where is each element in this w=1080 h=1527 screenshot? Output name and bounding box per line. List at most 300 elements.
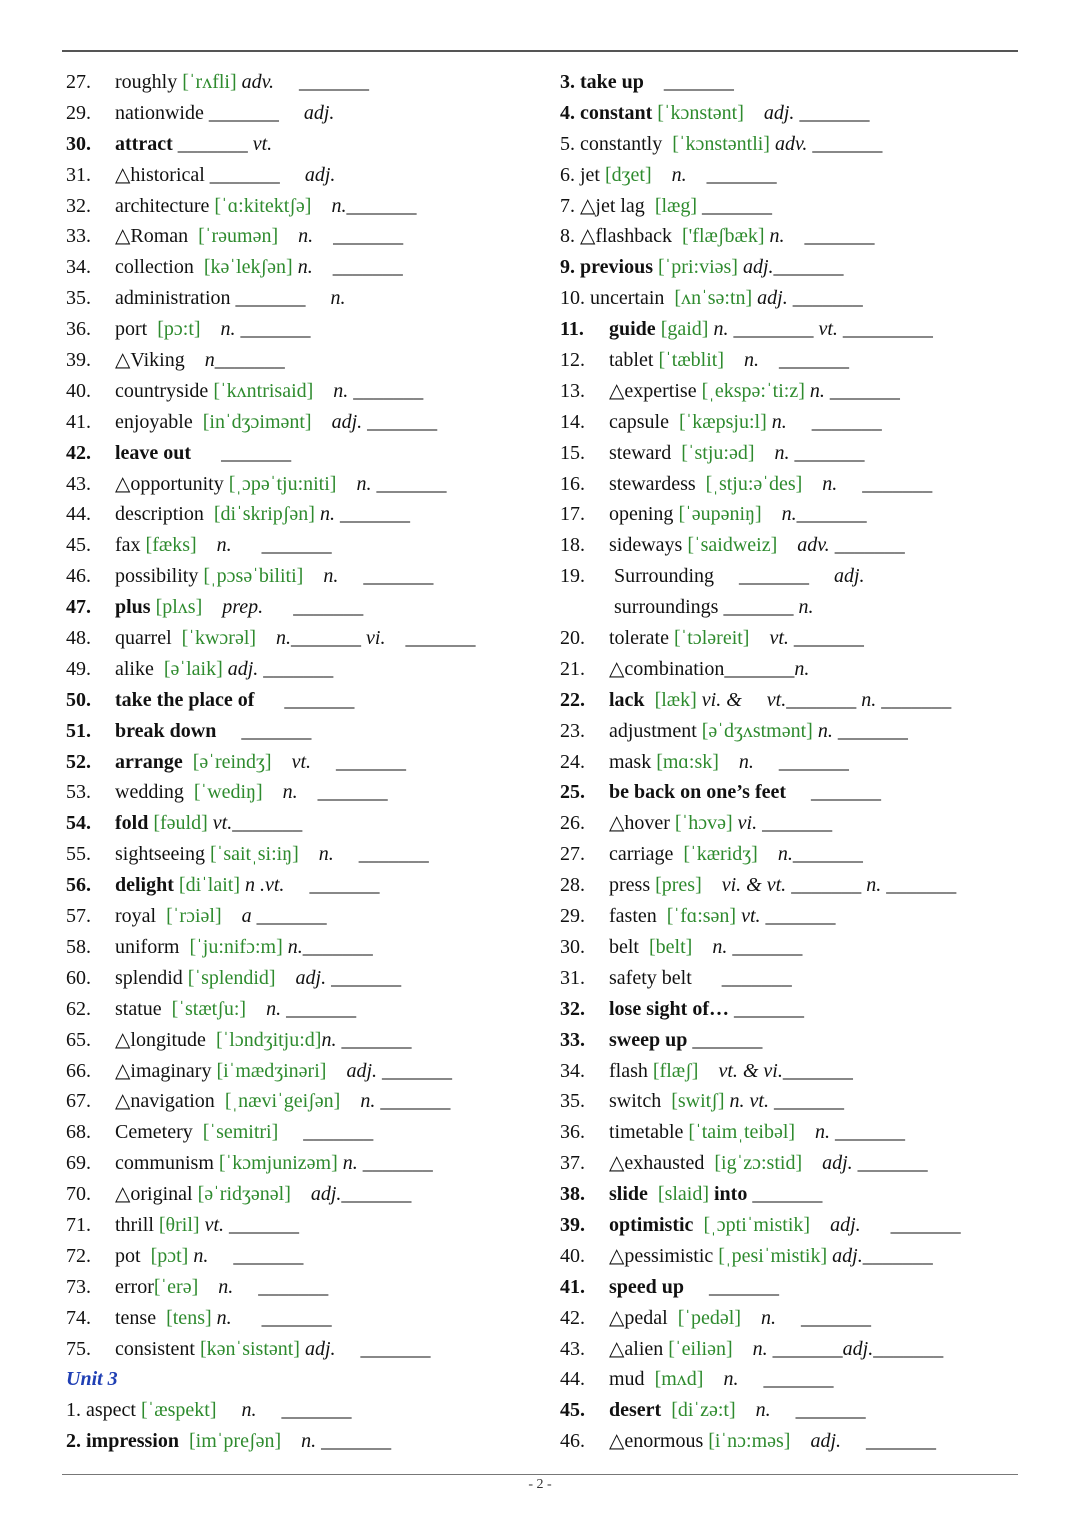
part-of-speech: adj. xyxy=(830,1213,861,1236)
phonetic: [ˈhɔvə] xyxy=(674,812,733,835)
phonetic: [əˈdʒʌstmənt] xyxy=(701,719,813,742)
entry-text: _______ xyxy=(784,225,875,248)
entry-number: 40. xyxy=(560,1244,585,1267)
vocab-entry xyxy=(66,1179,536,1210)
part-of-speech: n. xyxy=(774,441,790,464)
entry-text: tense xyxy=(115,1306,167,1329)
phonetic: [switʃ] xyxy=(671,1090,725,1113)
phonetic: [ˌpesiˈmistik] xyxy=(718,1244,828,1267)
entry-number: 57. xyxy=(66,905,91,928)
entry-number: 34. xyxy=(66,256,91,279)
part-of-speech: n. xyxy=(861,688,877,711)
entry-text: △hover xyxy=(609,812,675,835)
part-of-speech: adj. xyxy=(822,1152,853,1175)
entry-text: timetable xyxy=(609,1121,689,1144)
entry-text xyxy=(777,534,797,556)
headword: plus xyxy=(115,596,151,619)
entry-content xyxy=(66,1364,118,1395)
entry-text xyxy=(719,751,739,773)
part-of-speech: adj. xyxy=(810,1430,842,1453)
vocab-entry xyxy=(560,839,1030,870)
entry-content xyxy=(609,1025,762,1056)
vocab-entry xyxy=(66,1303,536,1334)
entry-text xyxy=(313,380,333,402)
phonetic: [θril] xyxy=(158,1213,200,1236)
entry-text: _______ xyxy=(873,1337,944,1360)
entry-content xyxy=(609,901,836,932)
phonetic: [imˈpreʃən] xyxy=(188,1430,282,1453)
phonetic: [plʌs] xyxy=(155,596,203,619)
entry-number: 25. xyxy=(560,781,585,804)
entry-content xyxy=(115,376,423,407)
entry-content xyxy=(115,592,363,623)
entry-text: _______ xyxy=(757,812,833,835)
phonetic: [ˈɑ:kitektʃə] xyxy=(214,194,312,217)
entry-content xyxy=(115,1303,332,1334)
vocab-entry xyxy=(560,314,1030,345)
vocab-entry xyxy=(560,654,1030,685)
phonetic: [ˈerə] xyxy=(153,1275,199,1298)
entry-text xyxy=(312,411,332,433)
entry-content xyxy=(115,1025,411,1056)
part-of-speech: n. xyxy=(216,534,232,557)
entry-content xyxy=(115,623,475,654)
entry-number: 66. xyxy=(66,1059,91,1082)
phonetic: [pɔ:t] xyxy=(157,318,201,341)
headword: be back on one’s feet xyxy=(609,781,787,804)
phonetic: [əˈridʒənəl] xyxy=(197,1183,291,1206)
vocab-entry xyxy=(66,1426,536,1457)
entry-text: _______ xyxy=(786,874,867,897)
entry-content xyxy=(115,901,327,932)
vocab-entry xyxy=(66,654,536,685)
entry-text: roughly xyxy=(115,71,183,93)
phonetic: [kəˈlekʃən] xyxy=(203,256,293,279)
entry-text: error xyxy=(115,1275,154,1298)
entry-text xyxy=(340,1090,360,1112)
phonetic: [ˈstætʃu:] xyxy=(171,997,247,1020)
vocab-entry xyxy=(66,592,536,623)
headword: previous xyxy=(580,256,653,279)
part-of-speech: adj. xyxy=(832,1244,863,1267)
phonetic: [belt] xyxy=(649,935,693,958)
entry-content xyxy=(115,747,406,778)
entry-content xyxy=(115,685,354,716)
part-of-speech: adj. xyxy=(304,163,336,186)
entry-number: 31. xyxy=(560,966,585,989)
phonetic: [inˈdʒɔimənt] xyxy=(202,410,312,433)
phonetic: [əˈreindʒ] xyxy=(192,750,272,773)
part-of-speech: vt. xyxy=(291,750,312,773)
entry-number: 3. xyxy=(560,71,575,93)
entry-text: ________ xyxy=(728,318,819,341)
entry-text: uniform xyxy=(115,935,190,958)
entry-text: flash xyxy=(609,1059,653,1082)
entry-text: _______ xyxy=(786,688,862,711)
vocab-entry xyxy=(560,1241,1030,1272)
vocab-entry xyxy=(560,191,1030,222)
entry-content xyxy=(115,67,369,98)
entry-number: 43. xyxy=(66,472,91,495)
entry-content xyxy=(609,777,881,808)
phonetic: [əˈlaik] xyxy=(163,657,223,680)
entry-text: wedding xyxy=(115,781,194,804)
vocab-entry xyxy=(66,870,536,901)
entry-text: _______ xyxy=(687,1028,763,1051)
vocab-entry xyxy=(66,716,536,747)
headword: attract xyxy=(115,132,173,155)
part-of-speech: vt. xyxy=(252,132,273,155)
vocab-entry xyxy=(560,561,1030,592)
entry-text: capsule xyxy=(609,410,679,433)
entry-text: _______ xyxy=(297,781,388,804)
phonetic: [ˈkʌntrisaid] xyxy=(213,379,314,402)
entry-content xyxy=(115,314,311,345)
entry-text xyxy=(303,565,323,587)
entry-text: △longitude xyxy=(115,1028,216,1051)
entry-text: _______ xyxy=(786,781,882,804)
part-of-speech: n. xyxy=(771,410,787,433)
entry-text: _______ xyxy=(841,1430,937,1453)
entry-content xyxy=(609,1179,822,1210)
part-of-speech: adv. xyxy=(797,534,830,557)
entry-text: _______ xyxy=(760,905,836,928)
part-of-speech: vt. xyxy=(741,905,761,928)
phonetic: [pres] xyxy=(655,874,702,897)
entry-content xyxy=(115,1334,431,1365)
phonetic: [ˈsaitˌsi:iŋ] xyxy=(210,843,299,866)
vocab-entry xyxy=(560,98,1030,129)
entry-content xyxy=(115,1241,303,1272)
entry-text xyxy=(755,442,775,464)
entry-number: 22. xyxy=(560,688,585,711)
part-of-speech: adj. xyxy=(303,101,335,124)
phonetic: [dʒet] xyxy=(605,163,652,186)
entry-text: _______ xyxy=(738,1368,834,1391)
entry-text: △alien xyxy=(609,1337,669,1360)
entry-text: surroundings _______ xyxy=(609,596,799,619)
entry-content xyxy=(115,407,437,438)
phonetic: [ˈæspekt] xyxy=(140,1399,217,1422)
entry-number: 20. xyxy=(560,627,585,650)
part-of-speech: n. xyxy=(301,1430,317,1453)
entry-text: consistent xyxy=(115,1337,200,1360)
entry-text xyxy=(278,225,298,247)
entry-text: _______ xyxy=(172,132,253,155)
vocab-entry xyxy=(66,623,536,654)
entry-number: 27. xyxy=(66,71,91,93)
entry-number: 24. xyxy=(560,750,585,773)
part-of-speech: n. xyxy=(218,1275,234,1298)
part-of-speech: adj. xyxy=(763,101,795,124)
part-of-speech: n. xyxy=(333,379,349,402)
entry-content xyxy=(609,1272,779,1303)
vocab-entry xyxy=(66,160,536,191)
phonetic: [ˈkæpsju:l] xyxy=(678,410,767,433)
phonetic: [ʌnˈsə:tn] xyxy=(674,287,753,310)
vocab-entry xyxy=(560,1117,1030,1148)
entry-content xyxy=(115,932,373,963)
part-of-speech: vt. xyxy=(769,627,789,650)
entry-number: 32. xyxy=(66,194,91,217)
entry-number: 55. xyxy=(66,843,91,866)
part-of-speech: adj. xyxy=(742,256,774,279)
entry-text: communism xyxy=(115,1152,219,1175)
vocab-entry xyxy=(66,1334,536,1365)
entry-text: △historical _______ xyxy=(115,163,305,186)
right-column xyxy=(560,67,1030,1457)
phonetic: ['flæʃbæk] xyxy=(682,225,765,248)
entry-text xyxy=(749,627,769,649)
phonetic: [fæks] xyxy=(145,534,197,557)
top-rule xyxy=(62,50,1018,52)
entry-text: architecture xyxy=(115,194,215,217)
entry-number: 27. xyxy=(560,843,585,866)
entry-content xyxy=(66,1395,352,1426)
entry-number: 69. xyxy=(66,1152,91,1175)
part-of-speech: n xyxy=(204,349,215,372)
phonetic: [ˌnæviˈgeiʃən] xyxy=(224,1090,341,1113)
entry-text xyxy=(652,164,672,186)
entry-content xyxy=(115,839,429,870)
entry-text: Surrounding _______ xyxy=(609,565,834,588)
entry-content xyxy=(609,469,932,500)
entry-text: _______ xyxy=(876,688,952,711)
entry-number: 62. xyxy=(66,997,91,1020)
entry-number: 14. xyxy=(560,410,585,433)
headword: delight xyxy=(115,874,174,897)
entry-number: 44. xyxy=(560,1368,585,1391)
entry-text xyxy=(692,936,712,958)
entry-text: _______ xyxy=(302,935,373,958)
entry-number: 52. xyxy=(66,750,91,773)
entry-text: _______ xyxy=(782,1059,853,1082)
entry-content xyxy=(609,530,905,561)
entry-text xyxy=(733,1338,753,1360)
entry-content xyxy=(115,870,379,901)
entry-text: △opportunity xyxy=(115,472,229,495)
part-of-speech: adj. xyxy=(310,1183,342,1206)
vocab-entry xyxy=(66,191,536,222)
entry-text: sideways xyxy=(609,534,688,557)
part-of-speech: n. xyxy=(809,379,825,402)
entry-text: splendid xyxy=(115,966,188,989)
entry-text: _______ xyxy=(263,596,364,619)
entry-text: stewardess xyxy=(609,472,706,495)
entry-text xyxy=(198,1276,218,1298)
vocab-entry xyxy=(66,1395,536,1426)
part-of-speech: vi. & xyxy=(701,688,742,711)
phonetic: [ˈrəumən] xyxy=(198,225,279,248)
entry-number: 41. xyxy=(66,410,91,433)
phonetic: [mʌd] xyxy=(654,1368,704,1391)
entry-text: _______ xyxy=(216,719,312,742)
entry-number: 43. xyxy=(560,1337,585,1360)
entry-content xyxy=(609,1086,844,1117)
entry-text xyxy=(291,1183,311,1205)
part-of-speech: n. xyxy=(216,1306,232,1329)
phonetic: [læk] xyxy=(654,688,697,711)
vocab-entry xyxy=(66,314,536,345)
entry-text xyxy=(311,195,331,217)
entry-content xyxy=(609,685,951,716)
entry-content xyxy=(115,191,416,222)
vocab-entry xyxy=(560,1210,1030,1241)
entry-content xyxy=(115,438,291,469)
part-of-speech: n. xyxy=(743,349,759,372)
unit-heading xyxy=(66,1364,536,1395)
vocab-entry xyxy=(560,685,1030,716)
phonetic: [ˈfɑ:sən] xyxy=(666,905,737,928)
part-of-speech: vt. xyxy=(212,812,233,835)
entry-text: royal xyxy=(115,905,167,928)
headword: arrange xyxy=(115,750,183,773)
entry-number: 7. xyxy=(560,194,575,217)
vocab-entry xyxy=(560,747,1030,778)
bottom-rule xyxy=(62,1474,1018,1475)
entry-text: _______ xyxy=(837,472,933,495)
entry-number: 17. xyxy=(560,503,585,526)
part-of-speech: n. xyxy=(319,503,335,526)
entry-text xyxy=(202,596,222,618)
entry-text: _______ xyxy=(686,163,777,186)
entry-text xyxy=(336,473,356,495)
entry-content xyxy=(115,1210,299,1241)
entry-number: 42. xyxy=(560,1306,585,1329)
left-column xyxy=(66,67,536,1457)
entry-number: 73. xyxy=(66,1275,91,1298)
entry-text: _______ xyxy=(258,657,334,680)
entry-content xyxy=(115,1272,328,1303)
entry-number: 71. xyxy=(66,1213,91,1236)
entry-number: 45. xyxy=(66,534,91,557)
entry-number: 36. xyxy=(66,318,91,341)
entry-text xyxy=(276,967,296,989)
headword: impression xyxy=(86,1430,179,1453)
vocab-entry xyxy=(560,160,1030,191)
entry-text: _______ xyxy=(758,349,849,372)
entry-content xyxy=(560,252,844,283)
entry-number: 32. xyxy=(560,997,585,1020)
entry-text: _______ xyxy=(191,441,292,464)
entry-text: tolerate xyxy=(609,627,674,650)
vocab-entry xyxy=(66,129,536,160)
part-of-speech: n. xyxy=(323,565,339,588)
part-of-speech: n. xyxy=(815,1121,831,1144)
vocab-entry xyxy=(66,1148,536,1179)
entry-text: _______ xyxy=(311,750,407,773)
entry-content xyxy=(609,963,792,994)
vocab-entry xyxy=(560,1426,1030,1457)
entry-number: 15. xyxy=(560,441,585,464)
entry-content xyxy=(609,623,864,654)
entry-text xyxy=(645,689,655,711)
vocab-entry xyxy=(66,1241,536,1272)
part-of-speech: n. xyxy=(817,719,833,742)
entry-number: 34. xyxy=(560,1059,585,1082)
entry-content xyxy=(115,777,388,808)
entry-number: 72. xyxy=(66,1244,91,1267)
phonetic: [fəuld] xyxy=(153,812,208,835)
entry-text: _______ xyxy=(385,627,476,650)
part-of-speech: n. xyxy=(321,1028,337,1051)
part-of-speech: adj. xyxy=(346,1059,377,1082)
entry-text: △exhausted xyxy=(609,1152,715,1175)
entry-text: △Viking xyxy=(115,349,205,372)
entry-content xyxy=(560,283,863,314)
entry-number: 53. xyxy=(66,781,91,804)
entry-number: 44. xyxy=(66,503,91,526)
page-number: - 2 - xyxy=(528,1477,552,1492)
entry-text: description xyxy=(115,503,214,526)
entry-content xyxy=(115,1179,411,1210)
entry-text: _______ xyxy=(278,1121,374,1144)
part-of-speech: adj. xyxy=(842,1337,874,1360)
entry-content xyxy=(609,438,865,469)
entry-text: _______ xyxy=(291,627,367,650)
vocab-entry xyxy=(560,901,1030,932)
entry-text: _______ xyxy=(312,256,403,279)
phonetic: [ˈwediŋ] xyxy=(193,781,263,804)
vocab-entry xyxy=(66,376,536,407)
entry-number: 18. xyxy=(560,534,585,557)
entry-content xyxy=(609,1148,928,1179)
part-of-speech: n. xyxy=(761,1306,776,1329)
entry-text: _______ xyxy=(786,410,882,433)
entry-content xyxy=(560,221,875,252)
entry-text: △imaginary xyxy=(115,1059,217,1082)
entry-content xyxy=(609,1303,871,1334)
entry-text: _______ xyxy=(362,410,438,433)
vocab-entry xyxy=(560,283,1030,314)
part-of-speech: adj. xyxy=(331,410,363,433)
headword: into xyxy=(714,1183,748,1206)
phonetic: [diˈzə:t] xyxy=(671,1399,736,1422)
entry-text: _______ xyxy=(860,1213,961,1236)
entry-text: △original xyxy=(115,1183,198,1206)
entry-text: port xyxy=(115,318,158,341)
vocab-entry xyxy=(560,1272,1030,1303)
entry-content xyxy=(609,747,849,778)
entry-text: _______ xyxy=(233,1275,329,1298)
entry-text: △expertise xyxy=(609,379,702,402)
entry-text xyxy=(281,1430,301,1452)
vocab-entry xyxy=(66,98,536,129)
entry-text xyxy=(201,318,221,340)
entry-text: _______ xyxy=(796,503,867,526)
part-of-speech: n. xyxy=(712,935,728,958)
entry-content xyxy=(115,283,346,314)
entry-text: _______ xyxy=(776,1306,871,1329)
entry-text: _______ xyxy=(313,225,404,248)
entry-text: _______ xyxy=(807,132,883,155)
vocab-entry xyxy=(66,469,536,500)
entry-text: △navigation xyxy=(115,1090,225,1113)
part-of-speech: vt. & vi. xyxy=(718,1059,783,1082)
entry-number: 41. xyxy=(560,1275,585,1298)
entry-number: 56. xyxy=(66,874,91,897)
vocab-entry xyxy=(560,623,1030,654)
entry-text: _______ xyxy=(862,1244,933,1267)
headword: desert xyxy=(609,1399,662,1422)
entry-number: 11. xyxy=(560,318,584,341)
entry-text: press xyxy=(609,874,656,897)
entry-number: 39. xyxy=(560,1213,585,1236)
entry-text: constantly xyxy=(580,132,673,155)
entry-text: _______ xyxy=(335,1337,431,1360)
entry-number: 51. xyxy=(66,719,91,742)
part-of-speech: n. xyxy=(287,935,303,958)
